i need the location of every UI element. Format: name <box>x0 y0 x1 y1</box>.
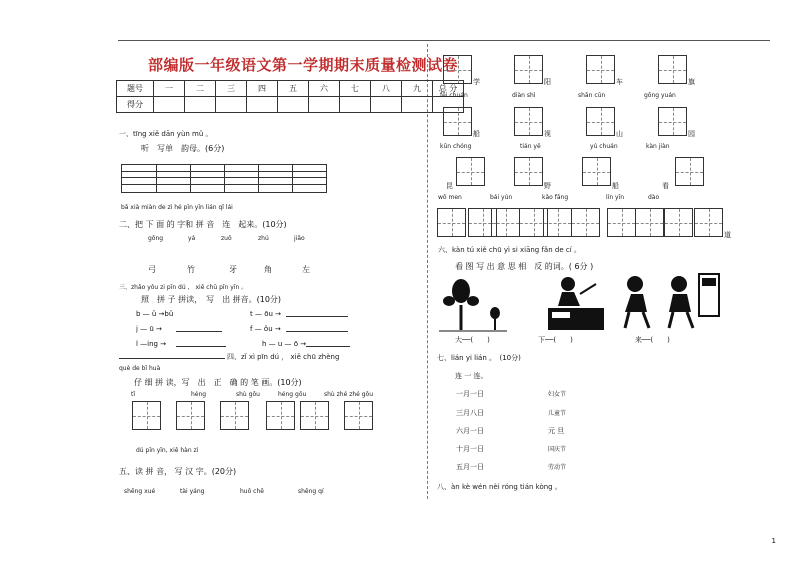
writing-box[interactable] <box>514 157 543 186</box>
row-char: 昆 <box>446 182 453 190</box>
q5-pinyin-item: tài yáng <box>180 488 205 495</box>
q4-stroke-pinyin: shù zhé zhé gōu <box>324 391 374 398</box>
score-input-cell[interactable] <box>216 97 247 113</box>
writing-box[interactable] <box>266 401 295 430</box>
holiday-item[interactable]: 劳动节 <box>548 464 567 471</box>
q3-item: b — ǔ →bǔ <box>136 310 174 318</box>
writing-box[interactable] <box>543 208 572 237</box>
q2-pinyin-item[interactable]: zuǒ <box>221 235 232 242</box>
q5-pinyin-item: shēng xué <box>124 488 156 495</box>
q4-stroke-pinyin: héng gōu <box>278 391 307 398</box>
date-item[interactable]: 十月一日 <box>456 445 484 453</box>
date-item[interactable]: 六月一日 <box>456 427 484 435</box>
q2-text: 二、把 下 面 的 字和 拼 音 连 起来。(10分) <box>119 220 287 229</box>
q3-item: l —ing → <box>136 340 167 348</box>
q2-pinyin-item[interactable]: yá <box>188 235 196 242</box>
row-char: 视 <box>544 130 551 138</box>
row-pinyin: kūn chóng <box>440 143 472 150</box>
score-cell: 九 <box>402 81 433 97</box>
q5-text: 五、读 拼 音， 写 汉 字。(20分) <box>119 467 237 476</box>
score-cell: 八 <box>371 81 402 97</box>
q2-char-item[interactable]: 角 <box>264 265 272 274</box>
score-table-header-row <box>117 81 464 97</box>
score-input-cell[interactable] <box>185 97 216 113</box>
q7-text: 连 一 连。 <box>455 372 488 380</box>
row-pinyin: kàn jiàn <box>646 143 670 150</box>
holiday-item[interactable]: 元 旦 <box>548 427 565 435</box>
row-pinyin: diàn shì <box>512 92 536 99</box>
row-pinyin: fēi chuán <box>440 92 468 99</box>
score-cell: 三 <box>216 81 247 97</box>
row-char: 看 <box>662 182 669 190</box>
row-char: 船 <box>473 130 480 138</box>
holiday-item[interactable]: 妇女节 <box>548 391 567 398</box>
score-cell: 二 <box>185 81 216 97</box>
score-cell: 四 <box>247 81 278 97</box>
score-input-cell[interactable] <box>247 97 278 113</box>
writing-box[interactable] <box>514 55 543 84</box>
q5-pinyin-item: shēng qí <box>298 488 324 495</box>
q3-item: t — ōu → <box>250 310 282 318</box>
score-input-cell[interactable] <box>309 97 340 113</box>
q3-item: h — u — ō → <box>262 340 307 348</box>
q2-pinyin-item[interactable]: gōng <box>148 235 164 242</box>
writing-box[interactable] <box>491 208 520 237</box>
row-pinyin: lín yīn <box>606 194 625 201</box>
grid-divider <box>156 165 157 192</box>
row-char: 阳 <box>544 78 551 86</box>
score-cell: 题号 <box>117 81 154 97</box>
writing-box[interactable] <box>586 107 615 136</box>
grid-divider <box>224 165 225 192</box>
score-cell: 七 <box>340 81 371 97</box>
score-cell: 五 <box>278 81 309 97</box>
row-char: 山 <box>616 130 623 138</box>
row-char: 车 <box>616 78 623 86</box>
grid-divider <box>190 165 191 192</box>
score-cell: 六 <box>309 81 340 97</box>
row-pinyin: yú chuán <box>590 143 618 150</box>
children-door-picture <box>617 272 721 332</box>
score-input-cell[interactable] <box>278 97 309 113</box>
writing-box[interactable] <box>664 208 693 237</box>
score-cell: 总 分 <box>433 81 464 97</box>
writing-box[interactable] <box>571 208 600 237</box>
grid-divider <box>258 165 259 192</box>
answer-line[interactable] <box>286 331 348 332</box>
writing-box[interactable] <box>443 107 472 136</box>
q3-text: 照 拼 子 拼读， 写 出 拼音。(10分) <box>141 295 282 304</box>
row-pinyin: shān cūn <box>578 92 606 99</box>
writing-box[interactable] <box>176 401 205 430</box>
score-input-cell[interactable] <box>340 97 371 113</box>
page-title: 部编版一年级语文第一学期期末质量检测试卷 <box>148 56 459 74</box>
q4-text: 仔 细 拼 读，写 出 正 确 的 笔 画。(10分) <box>134 378 302 387</box>
score-cell: 得分 <box>117 97 154 113</box>
answer-line[interactable] <box>286 316 348 317</box>
answer-line[interactable] <box>306 346 350 347</box>
score-input-cell[interactable] <box>402 97 433 113</box>
row-pinyin: wǒ men <box>438 194 462 201</box>
q7-pinyin: 七、lián yi lián 。 (10分) <box>437 354 521 362</box>
answer-line[interactable] <box>176 331 222 332</box>
antonym-xia[interactable]: 下──( ) <box>538 336 573 344</box>
date-item[interactable]: 三月八日 <box>456 409 484 417</box>
q2-char-item[interactable]: 左 <box>302 265 310 274</box>
row-pinyin: bái yún <box>490 194 513 201</box>
four-line-grid[interactable] <box>121 164 327 193</box>
grid-divider <box>292 165 293 192</box>
q3-pinyin: 三、zhǎo yǒu zi pīn dú ， xiě chū pīn yīn 。 <box>119 284 248 291</box>
row-char: 道 <box>724 231 731 239</box>
q1-pinyin: 一、tīng xiě dān yùn mǔ 。 <box>119 130 213 138</box>
man-at-desk-picture <box>542 272 608 334</box>
row-pinyin: tián yě <box>520 143 541 150</box>
q4-stroke-pinyin: héng <box>191 391 207 398</box>
writing-box[interactable] <box>582 157 611 186</box>
holiday-item[interactable]: 国庆节 <box>548 446 567 453</box>
holiday-item[interactable]: 儿童节 <box>548 410 567 417</box>
writing-box[interactable] <box>132 401 161 430</box>
q2-pinyin-item[interactable]: zhú <box>258 235 269 242</box>
row-pinyin: dào <box>648 194 660 201</box>
score-input-cell[interactable] <box>154 97 185 113</box>
q8-pinyin: 八、àn kè wén nèi róng tián kòng 。 <box>437 483 562 491</box>
q4-pinyin-continued: què de bǐ huà <box>119 365 161 372</box>
antonym-lai[interactable]: 来──( ) <box>635 336 670 344</box>
writing-box[interactable] <box>658 55 687 84</box>
writing-box[interactable] <box>514 107 543 136</box>
writing-box[interactable] <box>220 401 249 430</box>
q4-pinyin: 四、zǐ xì pīn dú ， xiě chū zhèng <box>227 353 340 361</box>
score-table-score-row <box>117 97 464 113</box>
q2-pinyin-item[interactable]: jiǎo <box>294 235 305 242</box>
writing-box[interactable] <box>658 107 687 136</box>
q4-stroke-pinyin: tǐ <box>131 391 136 398</box>
q2-char-item[interactable]: 弓 <box>148 265 156 274</box>
writing-box[interactable] <box>675 157 704 186</box>
writing-box[interactable] <box>607 208 636 237</box>
q3-item: j — ū → <box>136 325 162 333</box>
writing-box[interactable] <box>344 401 373 430</box>
q5-pinyin-instruction: dú pīn yīn, xiě hàn zì <box>136 447 199 454</box>
writing-box[interactable] <box>586 55 615 84</box>
q4-stroke-pinyin: shù gōu <box>236 391 260 398</box>
writing-box[interactable] <box>437 208 466 237</box>
q5-pinyin-item: huǒ chē <box>240 488 264 495</box>
row-char: 学 <box>473 78 480 86</box>
row-char: 船 <box>612 182 619 190</box>
q2-char-item[interactable]: 竹 <box>187 265 195 274</box>
q2-char-item[interactable]: 牙 <box>229 265 237 274</box>
row-char: 野 <box>544 182 551 190</box>
writing-box[interactable] <box>694 208 723 237</box>
score-cell: 一 <box>154 81 185 97</box>
q3-item: f — ǒu → <box>250 325 281 333</box>
q6-pinyin: 六、kàn tú xiě chū yì si xiāng fǎn de cí 。 <box>438 246 581 254</box>
antonym-da[interactable]: 大──( ) <box>455 336 490 344</box>
tree-picture <box>437 275 509 333</box>
writing-box[interactable] <box>635 208 664 237</box>
row-char: 旗 <box>688 78 695 86</box>
top-rule <box>118 40 770 41</box>
score-input-cell[interactable] <box>371 97 402 113</box>
writing-box[interactable] <box>443 55 472 84</box>
q1-text: 听 写单 韵母。(6分) <box>141 144 225 153</box>
page-number: 1 <box>771 537 776 545</box>
q2-pinyin-instruction: bǎ xià miàn de zì hé pīn yīn lián qǐ lái <box>121 204 233 211</box>
writing-box[interactable] <box>300 401 329 430</box>
row-pinyin: kǎo fāng <box>542 194 569 201</box>
date-item[interactable]: 一月一日 <box>456 390 484 398</box>
row-pinyin: gōng yuán <box>644 92 676 99</box>
writing-box[interactable] <box>456 157 485 186</box>
row-char: 园 <box>688 130 695 138</box>
date-item[interactable]: 五月一日 <box>456 463 484 471</box>
score-table <box>116 80 464 113</box>
q6-text: 看 图 写 出 意 思 相 反 的词。( 6分 ) <box>455 262 594 271</box>
answer-line[interactable] <box>119 358 225 359</box>
answer-line[interactable] <box>176 346 226 347</box>
